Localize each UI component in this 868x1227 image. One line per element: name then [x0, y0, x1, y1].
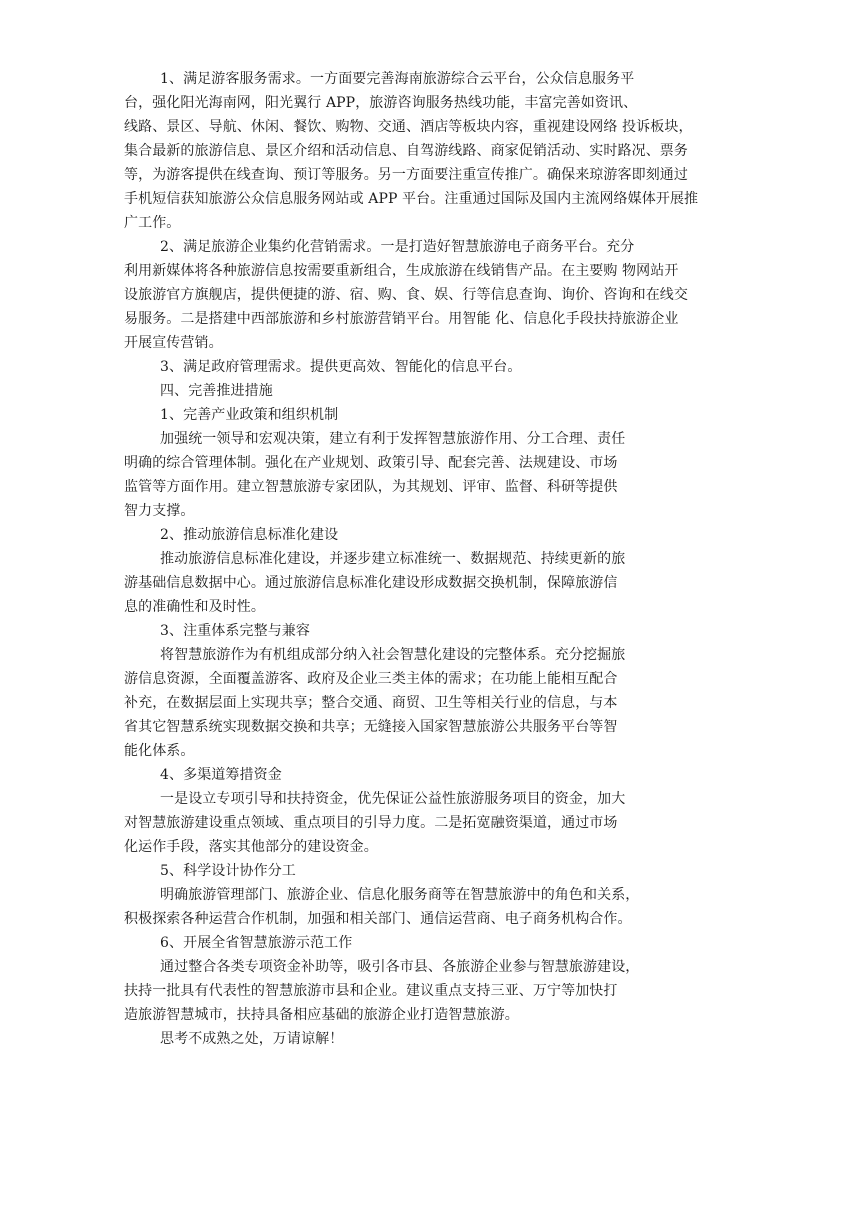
text-line: 推动旅游信息标准化建设，并逐步建立标准统一、数据规范、持续更新的旅	[160, 551, 626, 567]
text-line: 一是设立专项引导和扶持资金，优先保证公益性旅游服务项目的资金，加大	[160, 791, 626, 807]
text-line: 省其它智慧系统实现数据交换和共享；无缝接入国家智慧旅游公共服务平台等智	[124, 719, 618, 735]
text-line: 易服务。二是搭建中西部旅游和乡村旅游营销平台。用智能 化、信息化手段扶持旅游企业	[124, 311, 679, 327]
text-line: 明确的综合管理体制。强化在产业规划、政策引导、配套完善、法规建设、市场	[124, 455, 618, 471]
text-line: 明确旅游管理部门、旅游企业、信息化服务商等在智慧旅游中的角色和关系，	[160, 887, 640, 903]
subsection-heading: 5、科学设计协作分工	[160, 863, 296, 879]
text-line: 利用新媒体将各种旅游信息按需要重新组合，生成旅游在线销售产品。在主要购 物网站开	[124, 263, 679, 279]
subsection-heading: 6、开展全省智慧旅游示范工作	[160, 935, 353, 951]
text-line: 游基础信息数据中心。通过旅游信息标准化建设形成数据交换机制，保障旅游信	[124, 575, 618, 591]
text-line: 集合最新的旅游信息、景区介绍和活动信息、自驾游线路、商家促销活动、实时路况、票务	[124, 143, 688, 159]
section-heading: 四、完善推进措施	[160, 383, 273, 399]
text-line: 加强统一领导和宏观决策，建立有利于发挥智慧旅游作用、分工合理、责任	[160, 431, 626, 447]
text-line: 开展宣传营销。	[124, 335, 223, 351]
text-line: 等，为游客提供在线查询、预订等服务。另一方面要注重宣传推广。确保来琼游客即刻通过	[124, 167, 688, 183]
text-line: 扶持一批具有代表性的智慧旅游市县和企业。建议重点支持三亚、万宁等加快打	[124, 983, 618, 999]
text-line: 积极探索各种运营合作机制，加强和相关部门、通信运营商、电子商务机构合作。	[124, 911, 632, 927]
text-line: 监管等方面作用。建立智慧旅游专家团队，为其规划、评审、监督、科研等提供	[124, 479, 618, 495]
text-line: 手机短信获知旅游公众信息服务网站或 APP 平台。注重通过国际及国内主流网络媒体开展推	[124, 191, 699, 207]
text-line: 广工作。	[124, 215, 181, 231]
text-line: 线路、景区、导航、休闲、餐饮、购物、交通、酒店等板块内容，重视建设网络 投诉板块，	[124, 119, 693, 135]
text-line: 3、满足政府管理需求。提供更高效、智能化的信息平台。	[160, 359, 522, 375]
text-line: 智力支撑。	[124, 503, 195, 519]
text-line: 息的准确性和及时性。	[124, 599, 265, 615]
subsection-heading: 4、多渠道筹措资金	[160, 767, 282, 783]
text-line: 通过整合各类专项资金补助等，吸引各市县、各旅游企业参与智慧旅游建设，	[160, 959, 640, 975]
text-line: 设旅游官方旗舰店，提供便捷的游、宿、购、食、娱、行等信息查询、询价、咨询和在线交	[124, 287, 688, 303]
text-line: 游信息资源，全面覆盖游客、政府及企业三类主体的需求；在功能上能相互配合	[124, 671, 618, 687]
subsection-heading: 3、注重体系完整与兼容	[160, 623, 311, 639]
text-line: 1、满足游客服务需求。一方面要完善海南旅游综合云平台，公众信息服务平	[160, 71, 635, 87]
subsection-heading: 2、推动旅游信息标准化建设	[160, 527, 339, 543]
text-line: 将智慧旅游作为有机组成部分纳入社会智慧化建设的完整体系。充分挖掘旅	[160, 647, 626, 663]
closing-line: 思考不成熟之处，万请谅解！	[160, 1031, 344, 1047]
text-line: 造旅游智慧城市，扶持具备相应基础的旅游企业打造智慧旅游。	[124, 1007, 519, 1023]
text-line: 化运作手段，落实其他部分的建设资金。	[124, 839, 378, 855]
text-line: 补充，在数据层面上实现共享；整合交通、商贸、卫生等相关行业的信息，与本	[124, 695, 618, 711]
text-line: 2、满足旅游企业集约化营销需求。一是打造好智慧旅游电子商务平台。充分	[160, 239, 635, 255]
text-line: 能化体系。	[124, 743, 195, 759]
text-line: 台，强化阳光海南网，阳光翼行 APP，旅游咨询服务热线功能，丰富完善如资讯、	[124, 95, 638, 111]
text-line: 对智慧旅游建设重点领域、重点项目的引导力度。二是拓宽融资渠道，通过市场	[124, 815, 618, 831]
subsection-heading: 1、完善产业政策和组织机制	[160, 407, 339, 423]
